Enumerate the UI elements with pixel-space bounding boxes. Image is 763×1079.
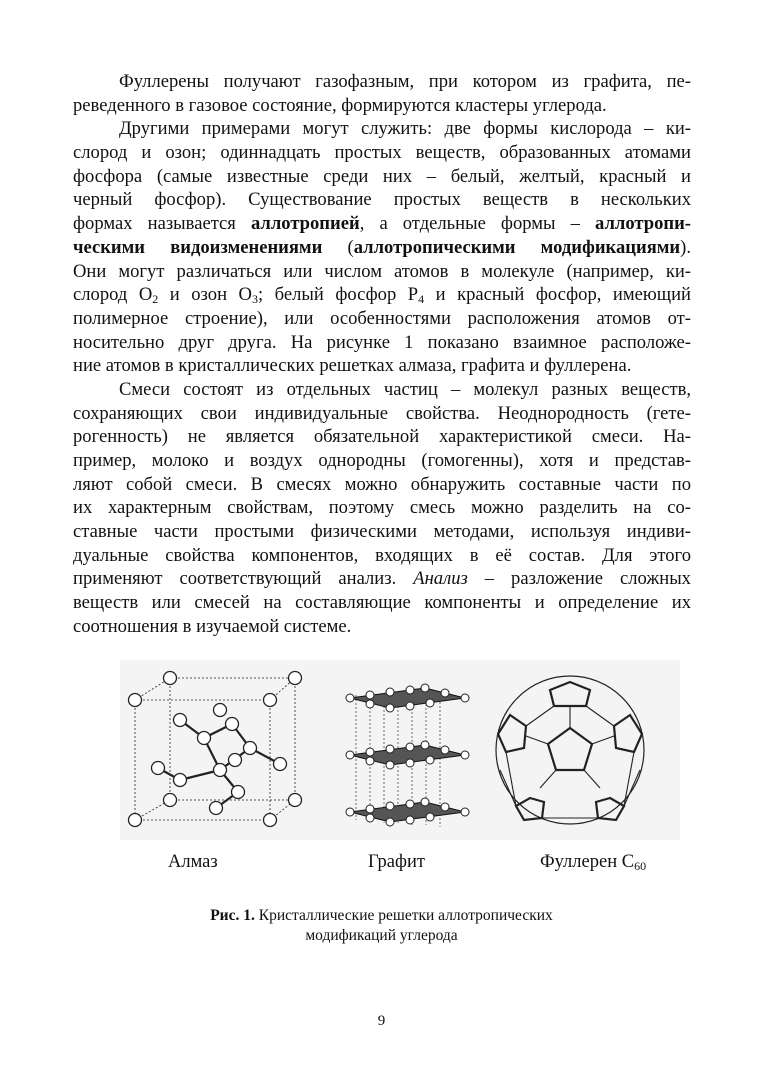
- text-line: формах называется аллотропией, а отдельные формы – аллотропи-: [73, 213, 691, 235]
- term-analysis: Анализ: [413, 568, 468, 590]
- term-allotropic-variations: ческими видоизменениями: [73, 236, 323, 258]
- figure-number: Рис. 1.: [210, 907, 255, 924]
- text-line: применяют соответствующий анализ. Анализ – разложение сложных: [73, 568, 691, 590]
- text-line: сохраняющих свои индивидуальные свойства. Неоднородность (гете-: [73, 402, 691, 424]
- figure-crystal-lattices: [120, 660, 680, 840]
- page-number: 9: [377, 1013, 386, 1029]
- text-line: слород и озон; одиннадцать простых веществ, образованных атомами: [73, 142, 691, 164]
- text-line: Они могут различаться или числом атомов в молекуле (например, ки-: [73, 260, 691, 282]
- text-line: веществ или смесей на составляющие компоненты и определение их: [73, 592, 691, 614]
- body-text: [73, 70, 691, 639]
- term-allotropic-modifications: аллотропическими модификациями: [353, 236, 681, 258]
- caption-diamond: Алмаз: [168, 852, 218, 872]
- text-line: Другими примерами могут служить: две формы кислорода – ки-: [119, 118, 691, 140]
- text-line: ческими видоизменениями (аллотропическими модификациями).: [73, 236, 691, 258]
- text-line: Фуллерены получают газофазным, при котором из графита, пе-: [119, 71, 691, 92]
- text-line: рогенность) не является обязательной характеристикой смеси. На-: [73, 426, 691, 448]
- text-line: дуальные свойства компонентов, входящих в её состав. Для этого: [73, 544, 691, 566]
- text-line: носительно друг друга. На рисунке 1 показано взаимное расположе-: [73, 331, 691, 353]
- text-line: соотношения в изучаемой системе.: [73, 615, 352, 637]
- text-line: Смеси состоят из отдельных частиц – молекул разных веществ,: [119, 378, 691, 400]
- text-line: черный фосфор). Существование простых веществ в нескольких: [73, 189, 691, 211]
- text-line: их характерным свойствам, поэтому смесь можно разделить на со-: [73, 497, 691, 519]
- text-line: фосфора (самые известные среди них – белый, желтый, красный и: [73, 165, 691, 187]
- term-allotropy: аллотропией: [250, 213, 360, 235]
- figure-title: Рис. 1. Кристаллические решетки аллотропических модификаций углерода: [210, 907, 553, 944]
- text-line: ние атомов в кристаллических решетках алмаза, графита и фуллерена.: [73, 355, 632, 377]
- text-line: слород $O_2$ и озон $O_3$; белый фосфор $P_4$ и красный фосфор, имеющий: [73, 284, 691, 307]
- caption-graphite: Графит: [368, 852, 425, 872]
- term-allotropic: аллотропи-: [595, 213, 691, 235]
- text-line: ляют собой смеси. В смесях можно обнаружить составные части по: [73, 473, 691, 495]
- text-line: ставные части простыми физическими методами, используя индиви-: [73, 521, 691, 543]
- text-line: полимерное строение), или особенностями расположения атомов от-: [73, 307, 691, 329]
- caption-fullerene: Фуллерен $С_{60}$: [540, 852, 647, 873]
- text-line: пример, молоко и воздух однородны (гомогенны), хотя и представ-: [73, 450, 691, 471]
- text-line: реведенного в газовое состояние, формируются кластеры углерода.: [73, 94, 607, 116]
